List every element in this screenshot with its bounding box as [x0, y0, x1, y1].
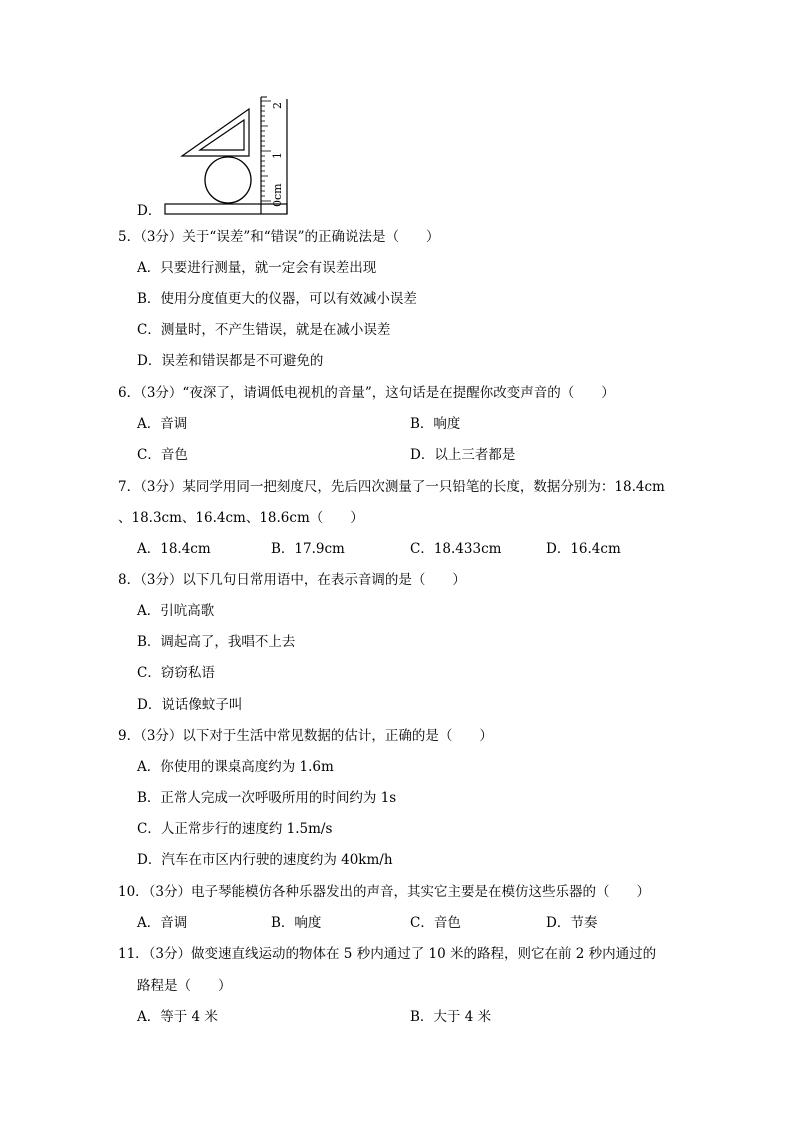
ruler-ticks [261, 101, 271, 201]
q10-option-a: A．音调 [137, 915, 188, 931]
q11-stem-line1: 11．（3分）做变速直线运动的物体在 5 秒内通过了 10 米的路程，则它在前 2 秒内通过的 [118, 946, 657, 962]
ruler-triangle-circle-figure [160, 95, 295, 217]
q9-option-d: D．汽车在市区内行驶的速度约为 40km/h [137, 852, 393, 868]
q10-stem: 10．（3分）电子琴能模仿各种乐器发出的声音，其实它主要是在模仿这些乐器的（ ） [118, 884, 651, 900]
q7-option-a: A．18.4cm [137, 541, 211, 557]
q9-option-a: A．你使用的课桌高度约为 1.6m [137, 759, 334, 775]
q6-option-a: A．音调 [137, 416, 188, 432]
measurement-figure-svg [160, 95, 295, 217]
q6-stem: 6．（3分）“夜深了，请调低电视机的音量”，这句话是在提醒你改变声音的（ ） [118, 385, 615, 401]
q8-option-a: A．引吭高歌 [137, 603, 215, 619]
ruler-label-0cm: 0cm [271, 183, 284, 207]
q11-stem-line2: 路程是（ ） [137, 978, 232, 994]
set-square-inner [200, 120, 244, 150]
q7-option-c: C．18.433cm [410, 541, 502, 557]
q7-stem-line1: 7．（3分）某同学用同一把刻度尺，先后四次测量了一只铅笔的长度，数据分别为：18.4cm [118, 479, 665, 495]
q5-option-a: A．只要进行测量，就一定会有误差出现 [137, 260, 377, 276]
q5-stem: 5．（3分）关于“误差”和“错误”的正确说法是（ ） [118, 229, 440, 245]
q5-option-b: B．使用分度值更大的仪器，可以有效减小误差 [137, 291, 417, 307]
q10-option-b: B．响度 [271, 915, 322, 931]
q7-option-d: D．16.4cm [546, 541, 621, 557]
ruler-label-2: 2 [271, 102, 284, 109]
ruler-label-1: 1 [271, 152, 284, 159]
q7-stem-line2: 、18.3cm、16.4cm、18.6cm（ ） [118, 510, 364, 526]
q7-option-b: B．17.9cm [271, 541, 345, 557]
q8-option-c: C．窃窃私语 [137, 665, 215, 681]
coin-circle [205, 157, 251, 203]
q5-option-d: D．误差和错误都是不可避免的 [137, 353, 324, 369]
q9-option-c: C．人正常步行的速度约 1.5m/s [137, 821, 333, 837]
q11-option-a: A．等于 4 米 [137, 1009, 218, 1025]
set-square-outer [182, 109, 249, 156]
q6-option-c: C．音色 [137, 447, 188, 463]
q4-option-d-label: D． [137, 203, 162, 219]
q8-option-b: B．调起高了，我唱不上去 [137, 634, 296, 650]
q5-option-c: C．测量时，不产生错误，就是在减小误差 [137, 322, 391, 338]
q10-option-c: C．音色 [410, 915, 461, 931]
q9-stem: 9．（3分）以下对于生活中常见数据的估计，正确的是（ ） [118, 728, 493, 744]
q9-option-b: B．正常人完成一次呼吸所用的时间约为 1s [137, 790, 397, 806]
q8-stem: 8．（3分）以下几句日常用语中，在表示音调的是（ ） [118, 572, 466, 588]
q8-option-d: D．说话像蚊子叫 [137, 697, 243, 713]
q10-option-d: D．节奏 [546, 915, 598, 931]
q11-option-b: B．大于 4 米 [410, 1009, 492, 1025]
q6-option-b: B．响度 [410, 416, 461, 432]
base-ruler [165, 204, 287, 214]
q6-option-d: D．以上三者都是 [410, 447, 516, 463]
